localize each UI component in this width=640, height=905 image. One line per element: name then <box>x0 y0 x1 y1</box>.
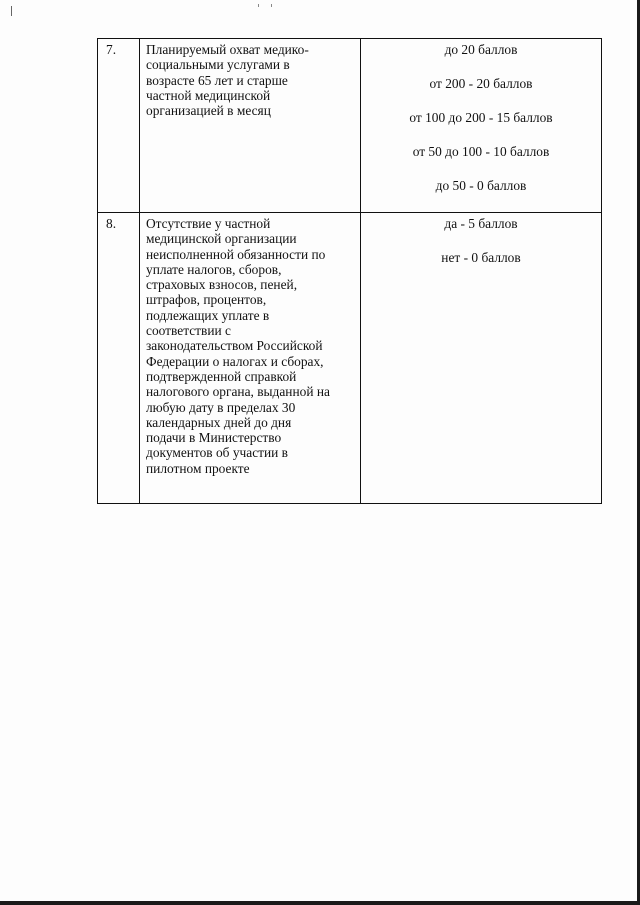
table-row <box>98 213 602 504</box>
scan-mark <box>258 4 272 7</box>
criteria-table <box>97 38 602 504</box>
score-option: да - 5 баллов <box>444 216 518 231</box>
row-number: 8. <box>98 213 140 504</box>
score-option: от 50 до 100 - 10 баллов <box>412 144 550 159</box>
score-option: от 100 до 200 - 15 баллов <box>409 110 553 125</box>
criterion-cell <box>140 213 361 504</box>
score-option: от 200 - 20 баллов <box>429 76 533 91</box>
score-cell <box>361 39 602 213</box>
score-option: нет - 0 баллов <box>441 250 521 265</box>
criterion-cell <box>140 39 361 213</box>
criterion-text: Отсутствие у частной медицинской организации неисполненной обязанности по уплате налогов, сборов, страховых взносов, пеней, штрафов, процентов, подлежащих уплате в соответствии с законодательством Российской Федерации о налогах и сборах, подтвержденной справкой налогового органа, выданной на любую дату в пределах 30 календарных дней до дня подачи в Министерство документов об участии в пилотном проекте <box>146 216 330 476</box>
criterion-text: Планируемый охват медико- социальными услугами в возрасте 65 лет и старше частной медицинской организацией в месяц <box>146 42 309 119</box>
scan-mark <box>11 6 12 16</box>
table-row <box>98 39 602 213</box>
score-cell <box>361 213 602 504</box>
score-option: до 20 баллов <box>444 42 518 57</box>
scan-edge <box>0 901 640 905</box>
row-number: 7. <box>98 39 140 213</box>
score-option: до 50 - 0 баллов <box>435 178 527 193</box>
